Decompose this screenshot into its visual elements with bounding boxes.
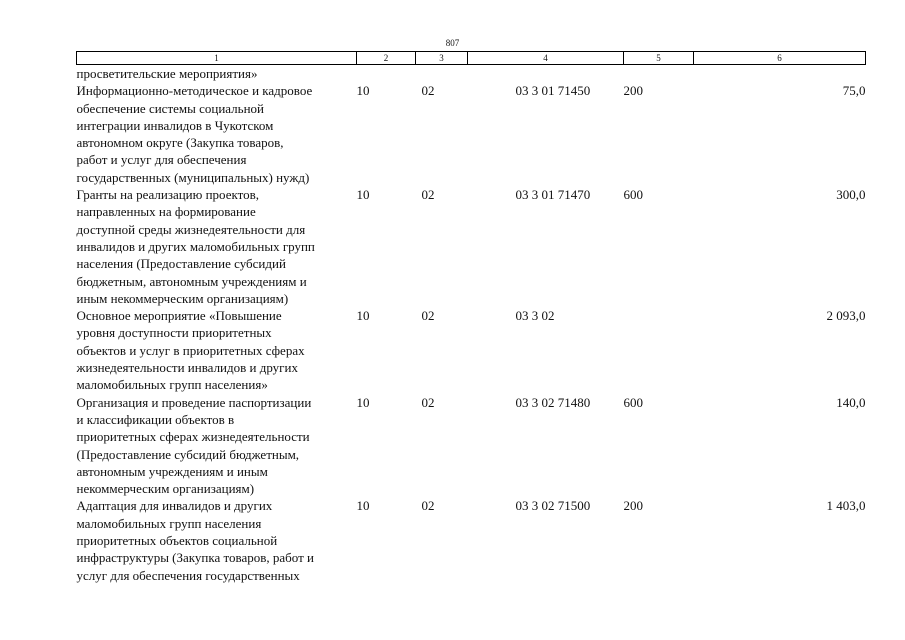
row-subsection: 02 (421, 308, 435, 324)
row-name-line: уровня доступности приоритетных (76, 325, 272, 341)
row-name-line: (Предоставление субсидий бюджетным, (76, 446, 300, 462)
row-amount: 1 403,0 (826, 498, 866, 514)
row-name-line: услуг для обеспечения государственных (76, 567, 300, 583)
row-expense-type (624, 307, 694, 393)
row-amount (694, 65, 866, 83)
row-name-line: обеспечение системы социальной (76, 100, 265, 116)
row-expense-type (624, 65, 694, 83)
row-name-line: государственных (муниципальных) нужд) (76, 169, 310, 185)
budget-table (76, 51, 866, 584)
column-header-3: 3 (416, 52, 468, 65)
page-number: 807 (445, 38, 460, 48)
row-name (77, 82, 357, 186)
row-name-line: Организация и проведение паспортизации (76, 394, 312, 410)
row-expense-type: 600 (623, 187, 643, 203)
row-target-article: 03 3 02 71500 (515, 498, 591, 514)
row-subsection: 02 (421, 498, 435, 514)
column-header-4: 4 (468, 52, 624, 65)
row-name-line: автономном округе (Закупка товаров, (76, 135, 284, 151)
table-row (77, 307, 866, 393)
row-target-article: 03 3 01 71450 (515, 83, 591, 99)
row-name (77, 307, 357, 393)
row-name-line: работ и услуг для обеспечения (76, 152, 247, 168)
row-subsection: 02 (421, 187, 435, 203)
row-target-article: 03 3 02 (515, 308, 555, 324)
row-name-line: инфраструктуры (Закупка товаров, работ и (76, 550, 315, 566)
row-name-line: доступной среды жизнедеятельности для (76, 221, 306, 237)
row-name-line: приоритетных объектов социальной (76, 533, 278, 549)
row-name-line: иным некоммерческим организациям) (76, 290, 289, 306)
row-expense-type: 600 (623, 394, 643, 410)
row-name (77, 65, 357, 83)
table-row (77, 65, 866, 83)
row-name-line: автономным учреждениям и иным (76, 463, 268, 479)
row-name-line: направленных на формирование (76, 204, 256, 220)
row-section (357, 65, 416, 83)
row-amount: 140,0 (836, 394, 866, 410)
column-header-1: 1 (77, 52, 357, 65)
row-section: 10 (356, 187, 370, 203)
row-target-article (468, 65, 624, 83)
row-name-line: Основное мероприятие «Повышение (76, 308, 282, 324)
row-name (77, 186, 357, 307)
row-subsection: 02 (421, 83, 435, 99)
row-name-line: приоритетных сферах жизнедеятельности (76, 429, 310, 445)
row-name-line: некоммерческим организациям) (76, 481, 255, 497)
row-name-line: просветительские мероприятия» (76, 66, 258, 81)
row-expense-type: 200 (623, 498, 643, 514)
row-name-line: маломобильных групп населения» (76, 377, 268, 393)
table-row (77, 497, 866, 583)
row-amount: 300,0 (836, 187, 866, 203)
row-subsection (416, 65, 468, 83)
table-row (77, 82, 866, 186)
table-row (77, 394, 866, 498)
row-name-line: интеграции инвалидов в Чукотском (76, 117, 274, 133)
row-section: 10 (356, 308, 370, 324)
row-expense-type: 200 (623, 83, 643, 99)
row-name-line: маломобильных групп населения (76, 515, 262, 531)
row-name-line: Гранты на реализацию проектов, (76, 187, 260, 203)
row-name-line: бюджетным, автономным учреждениям и (76, 273, 307, 289)
column-header-5: 5 (624, 52, 694, 65)
row-name (77, 394, 357, 498)
row-target-article: 03 3 02 71480 (515, 394, 591, 410)
row-amount: 2 093,0 (826, 308, 866, 324)
row-subsection: 02 (421, 394, 435, 410)
row-name-line: населения (Предоставление субсидий (76, 256, 286, 272)
table-header (77, 52, 866, 65)
header-row (77, 52, 866, 65)
table-body (77, 65, 866, 584)
row-name-line: жизнедеятельности инвалидов и других (76, 360, 298, 376)
row-name (77, 497, 357, 583)
column-header-6: 6 (694, 52, 866, 65)
column-header-2: 2 (357, 52, 416, 65)
row-target-article: 03 3 01 71470 (515, 187, 591, 203)
table-row (77, 186, 866, 307)
row-section: 10 (356, 394, 370, 410)
row-name-line: объектов и услуг в приоритетных сферах (76, 342, 305, 358)
row-name-line: Адаптация для инвалидов и других (76, 498, 273, 514)
row-name-line: и классификации объектов в (76, 411, 235, 427)
row-section: 10 (356, 83, 370, 99)
row-name-line: Информационно-методическое и кадровое (76, 83, 313, 99)
row-name-line: инвалидов и других маломобильных групп (76, 238, 315, 254)
row-section: 10 (356, 498, 370, 514)
row-amount: 75,0 (842, 83, 866, 99)
